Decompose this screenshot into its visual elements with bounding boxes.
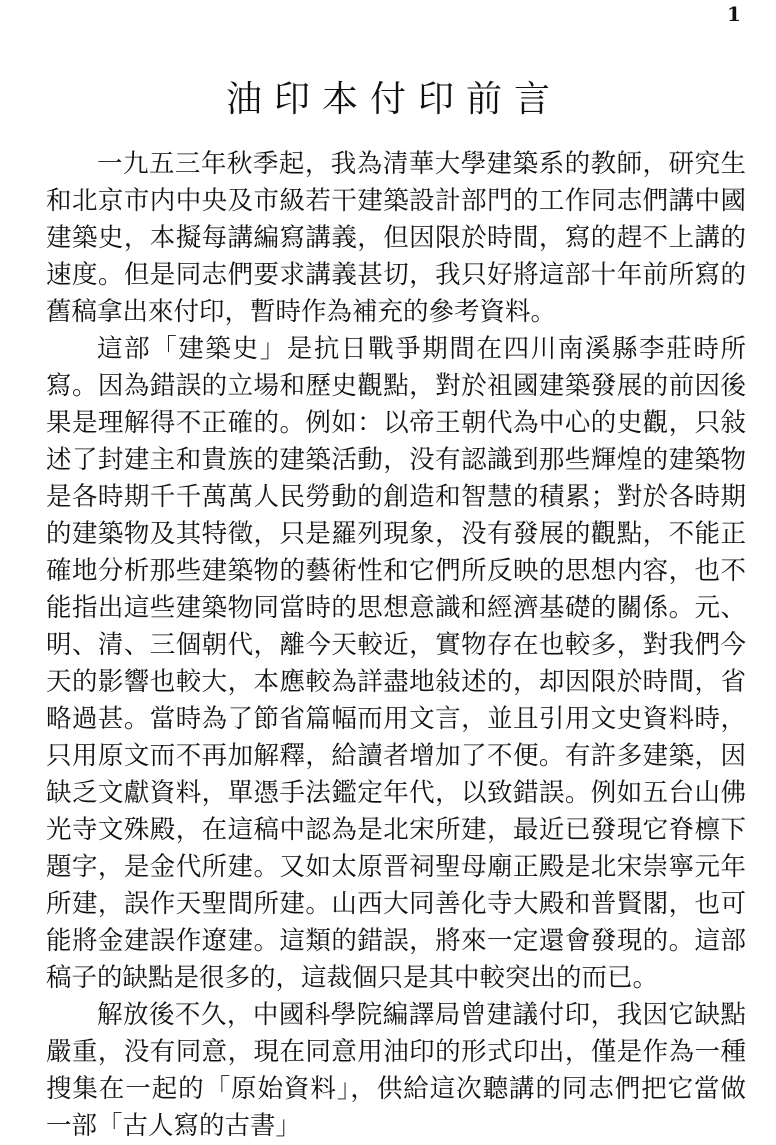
page-number: 1 <box>727 2 741 26</box>
paragraph-3: 解放後不久，中國科學院編譯局曾建議付印，我因它缺點嚴重，没有同意，現在同意用油印的形式印出，僅是作為一種搜集在一起的「原始資料」，供給這次聽講的同志們把它當做一部「古人寫的古書」 <box>46 1000 746 1141</box>
body-text <box>46 146 746 1145</box>
paragraph-1: 一九五三年秋季起，我為清華大學建築系的教師，研究生和北京市内中央及市級若干建築設計部門的工作同志們講中國建築史，本擬每講編寫講義，但因限於時間，寫的趕不上講的速度。但是同志們要求講義甚切，我只好將這部十年前所寫的舊稿拿出來付印，暫時作為補充的參考資料。 <box>46 149 746 327</box>
paragraph-2: 這部「建築史」是抗日戰爭期間在四川南溪縣李莊時所寫。因為錯誤的立場和歷史觀點，對於祖國建築發展的前因後果是理解得不正確的。例如：以帝王朝代為中心的史觀，只敍述了封建主和貴族的建築活動，没有認識到那些輝煌的建築物是各時期千千萬萬人民勞動的創造和智慧的積累；對於各時期的建築物及其特徵，只是羅列現象，没有發展的觀點，不能正確地分析那些建築物的藝術性和它們所反映的思想内容，也不能指出這些建築物同當時的思想意識和經濟基礎的關係。元、明、清、三個朝代，離今天較近，實物存在也較多，對我們今天的影響也較大，本應較為詳盡地敍述的，却因限於時間，省略過甚。當時為了節省篇幅而用文言，並且引用文史資料時，只用原文而不再加解釋，給讀者增加了不便。有許多建築，因缺乏文獻資料，單憑手法鑑定年代，以致錯誤。例如五台山佛光寺文殊殿，在這稿中認為是北宋所建，最近已發現它脊檩下題字，是金代所建。又如太原晋祠聖母廟正殿是北宋崇寧元年所建，誤作天聖間所建。山西大同善化寺大殿和普賢閣，也可能將金建誤作遼建。這類的錯誤，將來一定還會發現的。這部稿子的缺點是很多的，這裁個只是其中較突出的而已。 <box>46 334 746 993</box>
page-title: 油印本付印前言 <box>225 79 562 120</box>
